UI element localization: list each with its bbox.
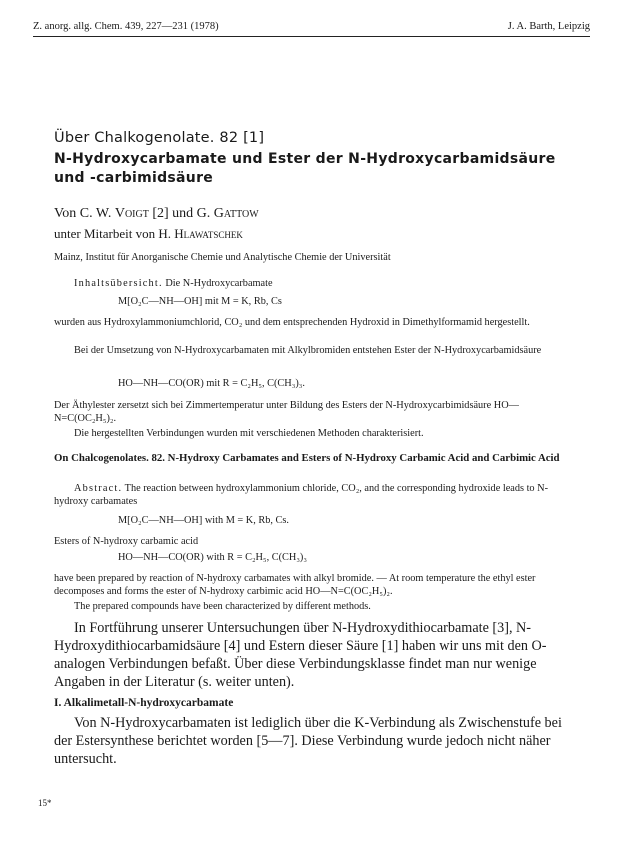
series-title: Über Chalkogenolate. 82 [1] (54, 130, 265, 146)
german-abstract-text1: wurden aus Hydroxylammoniumchlorid, CO₂ und dem entsprechenden Hydroxid in Dimethylformamid hergestellt. (54, 317, 530, 328)
english-abstract-text1 (54, 482, 574, 508)
abstract-text1-en: The reaction between hydroxylammonium chloride, CO₂, and the corresponding hydroxide leads to N-hydroxy carbamates (54, 483, 549, 507)
author-voigt: Voigt (114, 206, 149, 221)
running-header (33, 20, 590, 37)
collaborator-name: Hlawatschek (174, 226, 243, 241)
article-title: N-Hydroxycarbamate und Ester der N-Hydroxycarbamidsäure und -carbimidsäure (54, 151, 556, 186)
german-abstract-text3: Der Äthylester zersetzt sich bei Zimmertemperatur unter Bildung des Esters der N-Hydroxycarbimidsäure HO—N=C(OC₂H₅)₂. (54, 400, 519, 424)
signature-mark: 15* (38, 798, 52, 808)
author-connector: [2] und G. (152, 206, 211, 221)
abstract-label-en: Abstract. (74, 483, 123, 494)
english-title: On Chalcogenolates. 82. N-Hydroxy Carbamates and Esters of N-Hydroxy Carbamic Acid and Carbimic Acid (54, 452, 560, 464)
section-heading: I. Alkalimetall-N-hydroxycarbamate (54, 697, 234, 709)
author-prefix: Von C. W. (54, 206, 112, 221)
english-abstract-text2: Esters of N-hydroxy carbamic acid (54, 536, 199, 547)
intro-paragraph: In Fortführung unserer Untersuchungen über N-Hydroxydithiocarbamate [3], N-Hydroxydithiocarbamidsäure [4] und Estern dieser Säure [1] haben wir uns mit den O-analogen Verbindungen befaßt. Über diese Verbindungsklasse findet man nur wenige Angaben in der Literatur (s. weiter unten). (54, 620, 547, 690)
formula-de-2: HO—NH—CO(OR) mit R = C₂H₅, C(CH₃)₃. (118, 378, 305, 389)
english-abstract-text3: have been prepared by reaction of N-hydroxy carbamates with alkyl bromide. — At room temperature the ethyl ester decomposes and forms the ester of N-hydroxy carbimic acid HO—N=C(OC₂H₅)₂. (54, 573, 536, 597)
author-line (54, 206, 259, 222)
journal-citation: Z. anorg. allg. Chem. 439, 227—231 (1978) (33, 21, 219, 32)
abstract-label-de: Inhaltsübersicht. (74, 278, 163, 289)
abstract-intro-de: Die N-Hydroxycarbamate (165, 278, 273, 289)
collaborator-line (54, 226, 243, 242)
formula-de-1: M[O₂C—NH—OH] mit M = K, Rb, Cs (118, 296, 282, 307)
collab-prefix: unter Mitarbeit von H. (54, 226, 171, 241)
german-abstract-text4: Die hergestellten Verbindungen wurden mit verschiedenen Methoden charakterisiert. (74, 428, 424, 439)
formula-en-2: HO—NH—CO(OR) with R = C₂H₅, C(CH₃)₃ (118, 552, 307, 563)
publisher: J. A. Barth, Leipzig (507, 21, 590, 32)
english-abstract-text4: The prepared compounds have been characterized by different methods. (74, 601, 371, 612)
author-gattow: Gattow (213, 206, 259, 221)
german-abstract-text2: Bei der Umsetzung von N-Hydroxycarbamaten mit Alkylbromiden entstehen Ester der N-Hydroxycarbamidsäure (74, 345, 542, 356)
formula-en-1: M[O₂C—NH—OH] with M = K, Rb, Cs. (118, 515, 290, 526)
affiliation: Mainz, Institut für Anorganische Chemie und Analytische Chemie der Universität (54, 252, 391, 263)
german-abstract-intro (54, 277, 574, 290)
section-paragraph: Von N-Hydroxycarbamaten ist lediglich über die K-Verbindung als Zwischenstufe bei der Estersynthese berichtet worden [5—7]. Diese Verbindung wurde jedoch nicht näher untersucht. (54, 715, 562, 767)
